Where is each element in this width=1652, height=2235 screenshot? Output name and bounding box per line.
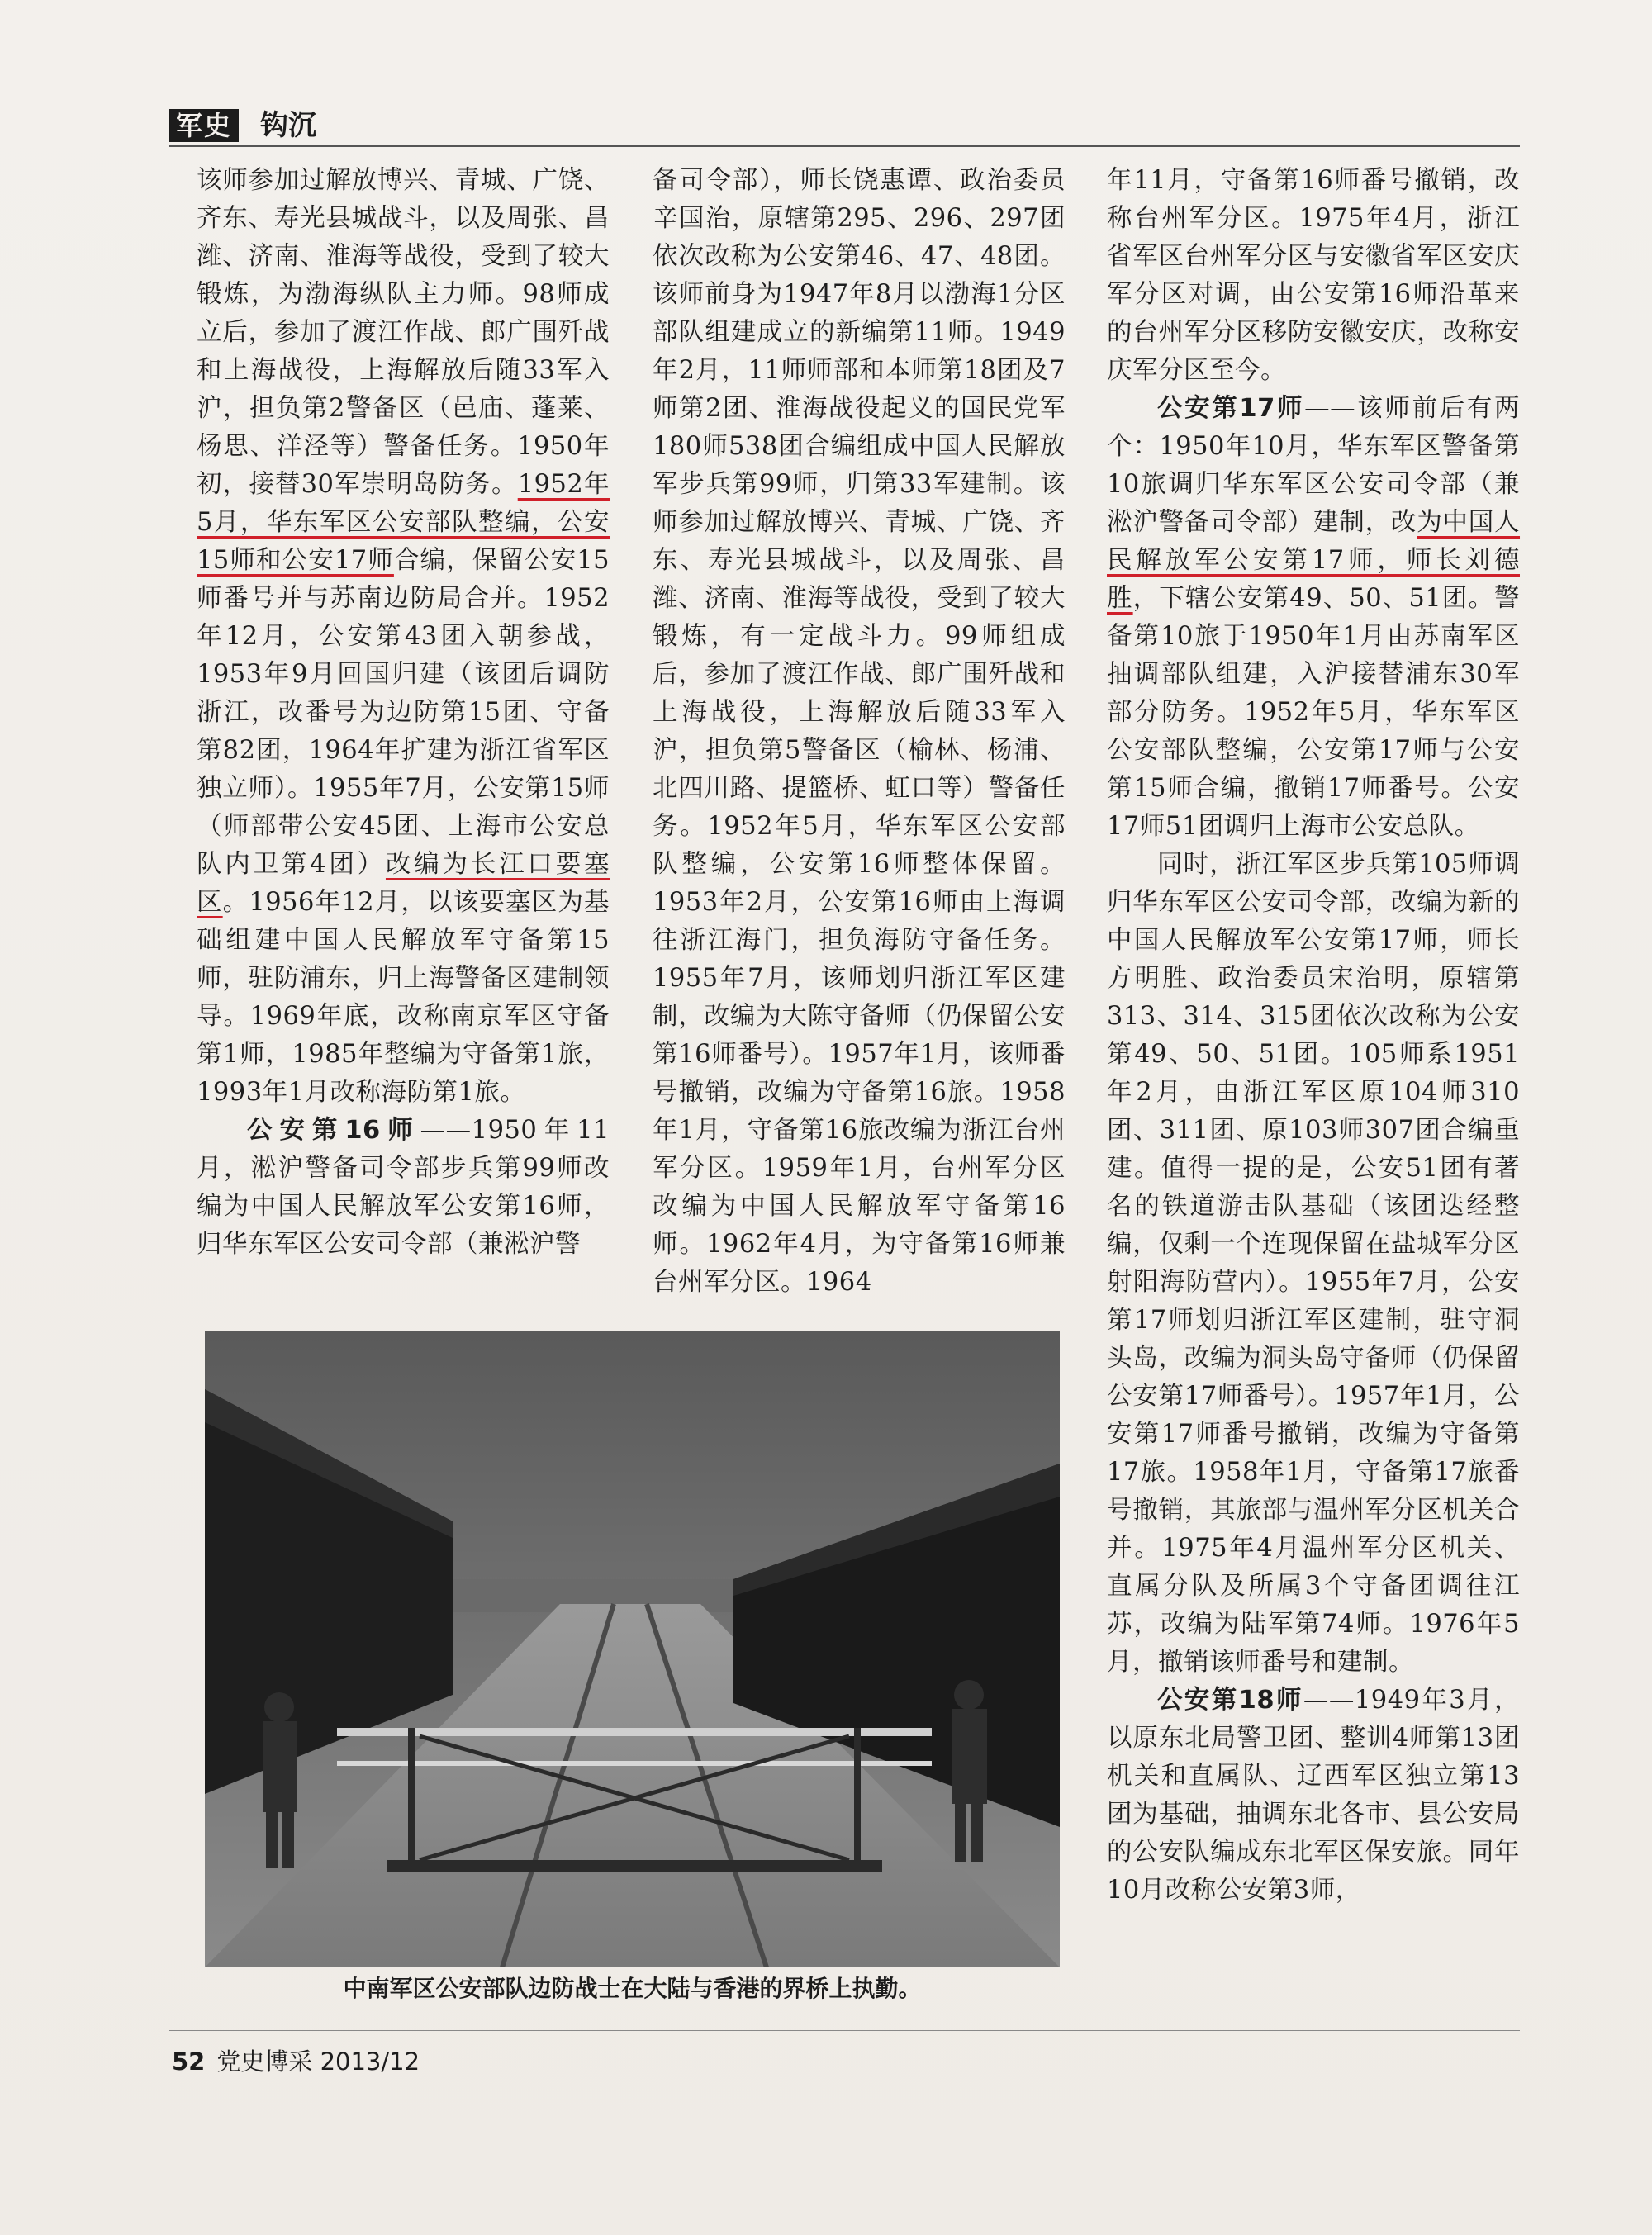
footer-divider (169, 2030, 1520, 2031)
text-run: ——1950年11月，淞沪警备司令部步兵第99师改编为中国人民解放军公安第16师，归华东军区公安司令部（兼淞沪警 (197, 1116, 610, 1259)
text-run: 同时，浙江军区步兵第105师调归华东军区公安司令部，改编为新的中国人民解放军公安第17师，师长方明胜、政治委员宋治明，原辖第313、314、315团依次改称为公安第49、50、51团。105师系1951年2月，由浙江军区原104师310团、311团、原103师307团合编重建。值得一提的是，公安51团有著名的铁道游击队基础（该团迭经整编，仅剩一个连现保留在盐城军分区射阳海防营内）。1955年7月，公安第17师划归浙江军区建制，驻守洞头岛，改编为洞头岛守备师（仍保留公安第17师番号）。1957年1月，公安第17师番号撤销，改编为守备第17旅。1958年1月，守备第17旅番号撤销，其旅部与温州军分区机关合并。1975年4月温州军分区机关、直属分队及所属3个守备团调往江苏，改编为陆军第74师。1976年5月，撤销该师番号和建制。 (1107, 850, 1520, 1677)
paragraph (1107, 390, 1520, 846)
publication-info: 党史博采 2013/12 (216, 2048, 420, 2076)
text-column-1 (197, 162, 610, 1264)
text-run: ，下辖公安第49、50、51团。警备第10旅于1950年1月由苏南军区抽调部队组建，入沪接替浦东30军部分防务。1952年5月，华东军区公安部队整编，公安第17师与公安第15师合编，撤销17师番号。公安17师51团调归上海市公安总队。 (1107, 584, 1521, 841)
paragraph (197, 162, 610, 1112)
section-title: 钩沉 (260, 109, 316, 142)
page-footer (172, 2045, 420, 2078)
section-header (169, 106, 1520, 147)
text-run: 该师参加过解放博兴、青城、广饶、齐东、寿光县城战斗，以及周张、昌潍、济南、淮海等战役，受到了较大锻炼，为渤海纵队主力师。98师成立后，参加了渡江作战、郎广围歼战和上海战役，上海解放后随33军入沪，担负第2警备区（邑庙、蓬莱、杨思、洋泾等）警备任务。1950年初，接替30军崇明岛防务。 (197, 166, 610, 499)
page-number: 52 (172, 2048, 206, 2076)
bridge-photo (205, 1331, 1060, 1967)
unit-heading: 公安第17师 (1157, 394, 1305, 423)
paragraph (197, 1112, 610, 1264)
text-run: 合编，保留公安15师番号并与苏南边防局合并。1952年12月，公安第43团入朝参战，1953年9月回国归建（该团后调防浙江，改番号为边防第15团、守备第82团，1964年扩建为浙江省军区独立师）。1955年7月，公安第15师（师部带公安45团、上海市公安总队内卫第4团） (197, 546, 610, 879)
text-run: ——1949年3月，以原东北局警卫团、整训4师第13团机关和直属队、辽西军区独立第13团为基础，抽调东北各市、县公安局的公安队编成东北军区保安旅。同年10月改称公安第3师， (1107, 1686, 1520, 1905)
highlighted-text: 改编为长江口要塞区 (197, 850, 610, 917)
paragraph (1107, 846, 1520, 1682)
text-run: 备司令部），师长饶惠谭、政治委员辛国治，原辖第295、296、297团依次改称为公安第46、47、48团。该师前身为1947年8月以渤海1分区部队组建成立的新编第11师。1949年2月，11师师部和本师第18团及7师第2团、淮海战役起义的国民党军180师538团合编组成中国人民解放军步兵第99师，归第33军建制。该师参加过解放博兴、青城、广饶、齐东、寿光县城战斗，以及周张、昌潍、济南、淮海等战役，受到了较大锻炼，有一定战斗力。99师组成后，参加了渡江作战、郎广围歼战和上海战役，上海解放后随33军入沪，担负第5警备区（榆林、杨浦、北四川路、提篮桥、虹口等）警备任务。1952年5月，华东军区公安部队整编，公安第16师整体保留。1953年2月，公安第16师由上海调往浙江海门，担负海防守备任务。1955年7月，该师划归浙江军区建制，改编为大陈守备师（仍保留公安第16师番号）。1957年1月，该师番号撤销，改编为守备第16旅。1958年1月，守备第16旅改编为浙江台州军分区。1959年1月，台州军分区改编为中国人民解放军守备第16师。1962年4月，为守备第16师兼台州军分区。1964 (653, 166, 1066, 1297)
highlighted-text: 1952年5月，华东军区公安部队整编，公安15师和公安17师 (197, 470, 610, 575)
highlighted-text: 为中国人民解放军公安第17师，师长刘德胜 (1107, 508, 1521, 613)
text-run: 。1956年12月，以该要塞区为基础组建中国人民解放军守备第15师，驻防浦东，归上海警备区建制领导。1969年底，改称南京军区守备第1师，1985年整编为守备第1旅，1993年1月改称海防第1旅。 (197, 888, 610, 1107)
text-column-3 (1107, 162, 1520, 1910)
unit-heading: 公安第18师 (1157, 1686, 1303, 1715)
photo-caption: 中南军区公安部队边防战士在大陆与香港的界桥上执勤。 (343, 1975, 922, 2002)
paragraph (1107, 162, 1520, 390)
paragraph (653, 162, 1066, 1302)
unit-heading: 公安第16师 (247, 1116, 420, 1145)
text-column-2 (653, 162, 1066, 1302)
paragraph (1107, 1682, 1520, 1910)
text-run: ——该师前后有两个：1950年10月，华东军区警备第10旅调归华东军区公安司令部（兼淞沪警备司令部）建制，改 (1107, 394, 1520, 537)
text-run: 年11月，守备第16师番号撤销，改称台州军分区。1975年4月，浙江省军区台州军分区与安徽省军区安庆军分区对调，由公安第16师沿革来的台州军分区移防安徽安庆，改称安庆军分区至今。 (1107, 166, 1520, 385)
section-badge: 军史 (169, 109, 239, 142)
